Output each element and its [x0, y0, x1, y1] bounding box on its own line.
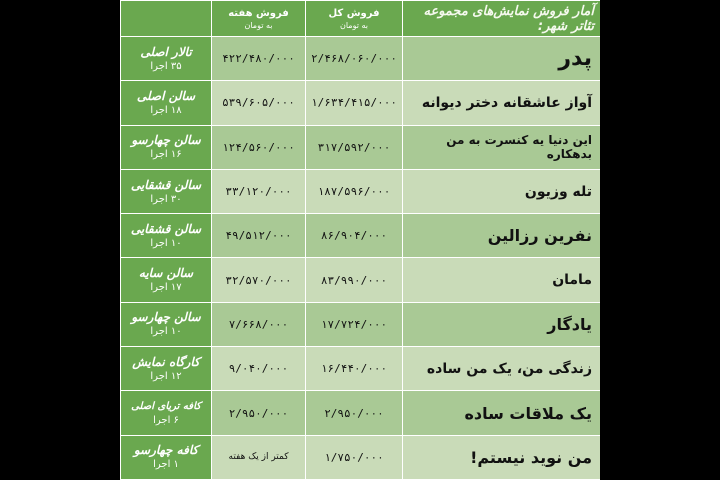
weekly-sales: کمتر از یک هفته: [212, 435, 306, 479]
play-title: من نوید نیستم!: [403, 435, 601, 479]
play-title: نفرین رزالین: [403, 214, 601, 258]
weekly-sales: ۵۳۹/۶۰۵/۰۰۰: [212, 81, 306, 125]
run-count: ۱۶ اجرا: [150, 149, 182, 161]
hall-name: سالن قشقایی: [130, 177, 202, 192]
weekly-sales: ۱۲۴/۵۶۰/۰۰۰: [212, 125, 306, 169]
hall-header: [121, 1, 212, 37]
play-title: آواز عاشقانه دختر دیوانه: [403, 81, 601, 125]
weekly-sales: ۲/۹۵۰/۰۰۰: [212, 391, 306, 435]
total-sales: ۳۱۷/۵۹۲/۰۰۰: [306, 125, 403, 169]
hall-name: سالن چهارسو: [131, 133, 201, 148]
total-sales: ۸۳/۹۹۰/۰۰۰: [306, 258, 403, 302]
table-row: [121, 302, 601, 346]
table-row: [121, 214, 601, 258]
weekly-sales: ۴۲۲/۴۸۰/۰۰۰: [212, 37, 306, 81]
hall-name: کارگاه نمایش: [132, 354, 200, 369]
weekly-sales-label: فروش هفته: [228, 7, 289, 19]
hall-name: کافه تریای اصلی: [131, 401, 201, 413]
hall-cell: [121, 125, 212, 169]
hall-name: سالن چهارسو: [131, 310, 201, 325]
play-title: پدر: [403, 37, 601, 81]
weekly-sales: ۳۳/۱۲۰/۰۰۰: [212, 169, 306, 213]
total-sales-label: فروش کل: [328, 7, 380, 19]
total-sales: ۲/۹۵۰/۰۰۰: [306, 391, 403, 435]
weekly-sales: ۹/۰۴۰/۰۰۰: [212, 347, 306, 391]
hall-cell: [121, 214, 212, 258]
run-count: ۳۵ اجرا: [150, 60, 182, 72]
hall-name: کافه چهارسو: [133, 443, 199, 458]
hall-name: تالار اصلی: [140, 44, 192, 59]
sales-report-page: [120, 0, 600, 480]
hall-cell: [121, 81, 212, 125]
hall-cell: [121, 391, 212, 435]
run-count: ۱۰ اجرا: [150, 237, 182, 249]
total-sales: ۸۶/۹۰۴/۰۰۰: [306, 214, 403, 258]
play-title: یک ملاقات ساده: [403, 391, 601, 435]
hall-cell: [121, 258, 212, 302]
play-title: تله وزیون: [403, 169, 601, 213]
table-row: [121, 37, 601, 81]
hall-name: سالن اصلی: [136, 88, 196, 103]
total-sales: ۱۷/۷۲۴/۰۰۰: [306, 302, 403, 346]
hall-cell: [121, 347, 212, 391]
total-sales: ۱۸۷/۵۹۶/۰۰۰: [306, 169, 403, 213]
table-row: [121, 81, 601, 125]
play-title: زندگی من، یک من ساده: [403, 347, 601, 391]
total-sales: ۱/۶۳۴/۴۱۵/۰۰۰: [306, 81, 403, 125]
run-count: ۱۰ اجرا: [150, 326, 182, 338]
header-row: [121, 1, 601, 37]
table-row: [121, 435, 601, 479]
hall-cell: [121, 37, 212, 81]
table-row: [121, 258, 601, 302]
total-sales: ۱۶/۴۴۰/۰۰۰: [306, 347, 403, 391]
run-count: ۱۸ اجرا: [150, 104, 182, 116]
total-sales: ۱/۷۵۰/۰۰۰: [306, 435, 403, 479]
run-count: ۶ اجرا: [153, 415, 179, 427]
hall-cell: [121, 302, 212, 346]
total-sales: ۲/۴۶۸/۰۶۰/۰۰۰: [306, 37, 403, 81]
sales-table: [120, 0, 600, 480]
weekly-sales: ۳۲/۵۷۰/۰۰۰: [212, 258, 306, 302]
table-row: [121, 347, 601, 391]
weekly-sales-unit: به تومان: [244, 20, 273, 30]
run-count: ۱۲ اجرا: [150, 370, 182, 382]
report-title: آمار فروش نمایش‌های مجموعه تئاتر شهر:: [403, 1, 601, 37]
hall-cell: [121, 169, 212, 213]
run-count: ۱ اجرا: [153, 459, 179, 471]
hall-name: سالن قشقایی: [130, 221, 202, 236]
hall-name: سالن سایه: [138, 266, 194, 281]
run-count: ۱۷ اجرا: [150, 282, 182, 294]
table-row: [121, 391, 601, 435]
weekly-sales: ۴۹/۵۱۲/۰۰۰: [212, 214, 306, 258]
play-title: مامان: [403, 258, 601, 302]
weekly-sales-header: [212, 1, 306, 37]
play-title: این دنیا یه کنسرت به من بدهکاره: [403, 125, 601, 169]
table-row: [121, 169, 601, 213]
play-title: یادگار: [403, 302, 601, 346]
run-count: ۳۰ اجرا: [150, 193, 182, 205]
hall-cell: [121, 435, 212, 479]
weekly-sales: ۷/۶۶۸/۰۰۰: [212, 302, 306, 346]
total-sales-header: [306, 1, 403, 37]
total-sales-unit: به تومان: [339, 20, 368, 30]
table-row: [121, 125, 601, 169]
